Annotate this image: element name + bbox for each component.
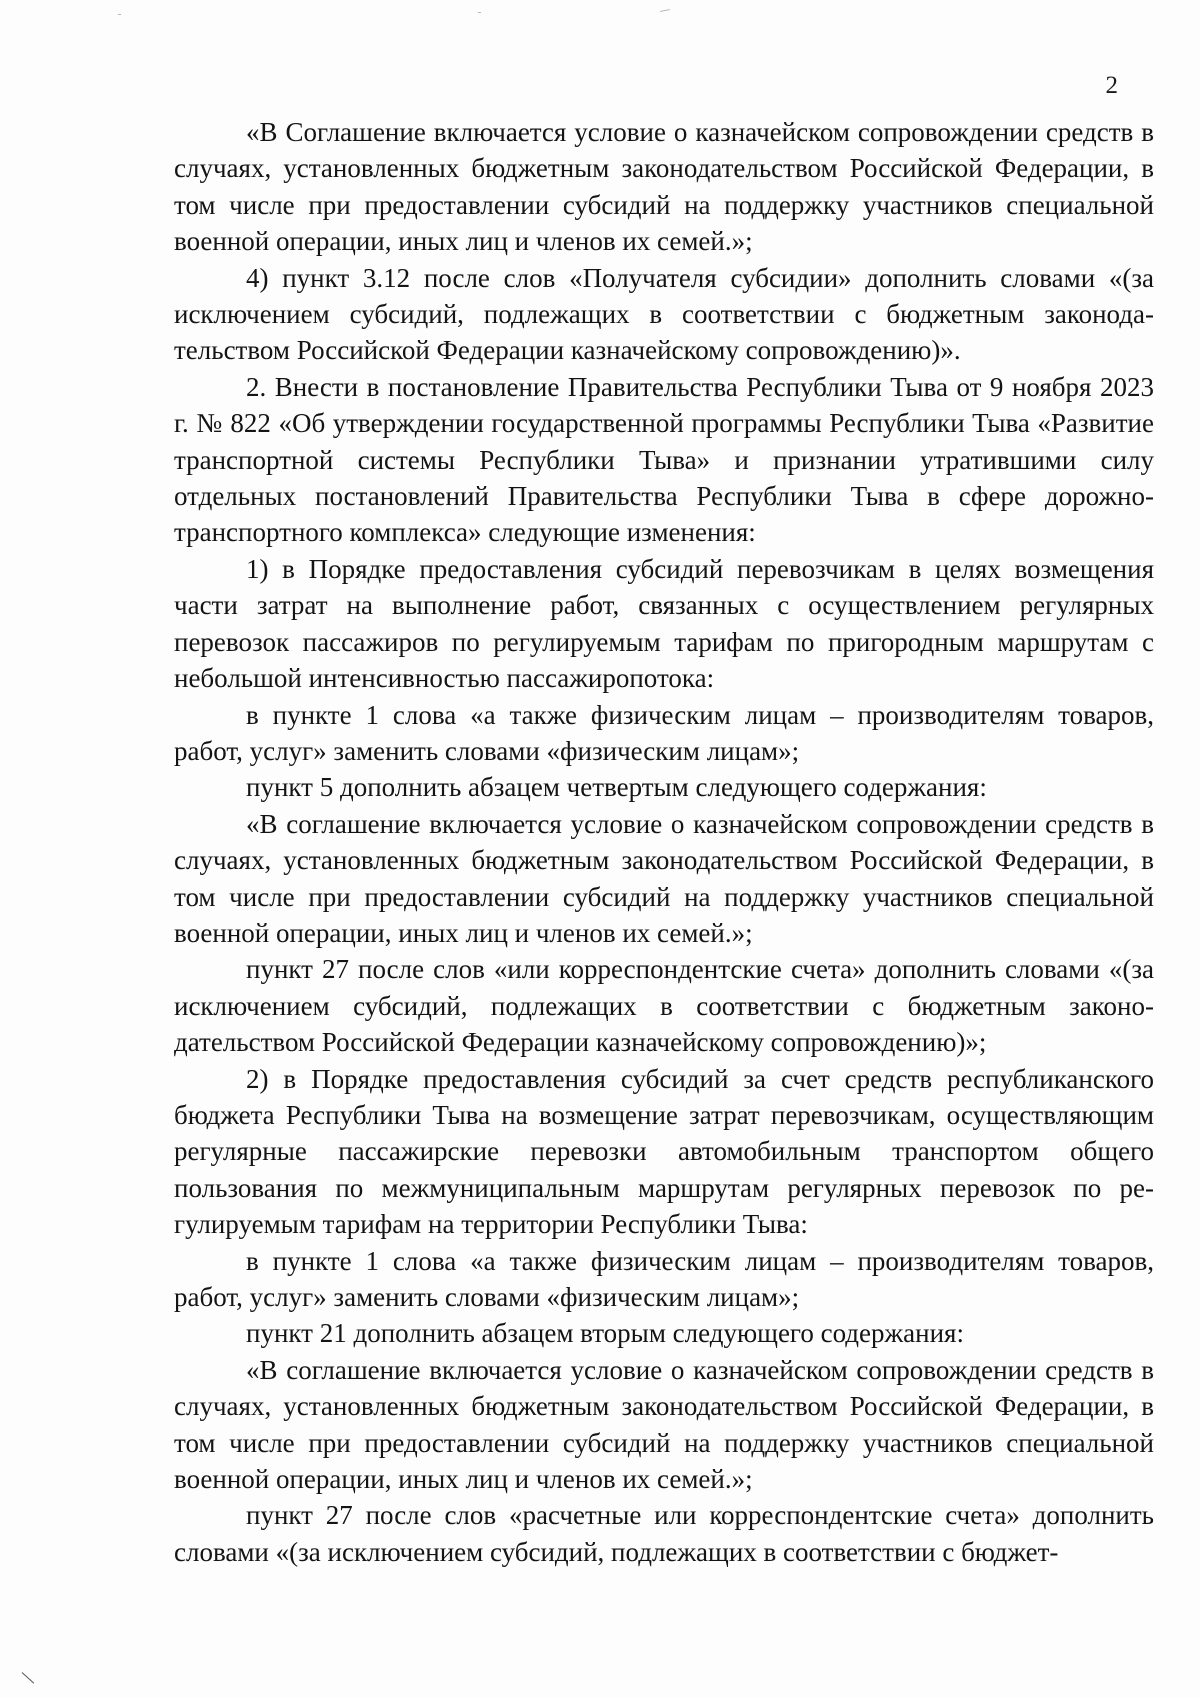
paragraph-subitem-2-procedure: 2) в Порядке предоставления субсидий за счет средств республиканского бюджета Республики Тыва на возмещение затрат перевозчикам, осуществляющим регулярные пассажирские перевозки автомобильным транспортом общего пользования по межмуниципальным маршрутам регулярных перевозок по регулируемым тарифам на территории Республики Тыва: [174, 1063, 1154, 1240]
scan-artifact-bottom-left [22, 1672, 35, 1683]
paragraph-point-1-replace-1: в пункте 1 слова «а также физическим лицам – производителям товаров, работ, услуг» заменить словами «физическим лицам»; [174, 699, 1154, 766]
paragraph-item-4: 4) пункт 3.12 после слов «Получателя субсидии» дополнить словами «(за исключением субсидий, подлежащих в соответствии с бюджетным законодательством Российской Федерации казначейскому сопровождению)». [174, 262, 1154, 366]
paragraph-quote-treasury-support-3: «В соглашение включается условие о казначейском сопровождении средств в случаях, установленных бюджетным законодательством Российской Федерации, в том числе при предоставлении субсидий на поддержку участников специальной военной операции, иных лиц и членов их семей.»; [174, 1354, 1154, 1495]
paragraph-quote-treasury-support-1: «В Соглашение включается условие о казначейском сопровождении средств в случаях, установленных бюджетным законодательством Российской Федерации, в том числе при предоставлении субсидий на поддержку участников специальной военной операции, иных лиц и членов их семей.»; [174, 117, 1154, 257]
paragraph-item-2-amend-resolution: 2. Внести в постановление Правительства Республики Тыва от 9 ноября 2023 г. № 822 «Об утверждении государственной программы Республики Тыва «Развитие транспортной системы Республики Тыва» и признании утратившими силу отдельных постановлений Правительства Республики Тыва в сфере дорожно-транспортного комплекса» следующие изменения: [174, 371, 1154, 548]
scan-artifact-top-center [478, 12, 481, 13]
paragraph-point-1-replace-2: в пункте 1 слова «а также физическим лицам – производителям товаров, работ, услуг» заменить словами «физическим лицам»; [174, 1245, 1154, 1312]
scan-artifact-top-left [118, 14, 121, 15]
paragraph-point-27-add-2: пункт 27 после слов «расчетные или корреспондентские счета» дополнить словами «(за исключением субсидий, подлежащих в соответствии с бюджет- [174, 1500, 1154, 1567]
paragraph-point-27-add-1: пункт 27 после слов «или корреспондентские счета» дополнить словами «(за исключением субсидий, подлежащих в соответствии с бюджетным законодательством Российской Федерации казначейскому сопровождению)»; [174, 954, 1154, 1058]
document-body [174, 114, 1154, 1570]
paragraph-point-21-add: пункт 21 дополнить абзацем вторым следующего содержания: [246, 1318, 964, 1349]
paragraph-quote-treasury-support-2: «В соглашение включается условие о казначейском сопровождении средств в случаях, установленных бюджетным законодательством Российской Федерации, в том числе при предоставлении субсидий на поддержку участников специальной военной операции, иных лиц и членов их семей.»; [174, 808, 1154, 948]
page-number: 2 [1105, 72, 1118, 99]
paragraph-subitem-1-procedure: 1) в Порядке предоставления субсидий перевозчикам в целях возмещения части затрат на выполнение работ, связанных с осуществлением регулярных перевозок пассажиров по регулируемым тарифам по пригородным маршрутам с небольшой интенсивностью пассажиропотока: [174, 553, 1154, 694]
paragraph-point-5-add: пункт 5 дополнить абзацем четвертым следующего содержания: [246, 772, 987, 803]
scan-artifact-top-right [660, 9, 670, 12]
